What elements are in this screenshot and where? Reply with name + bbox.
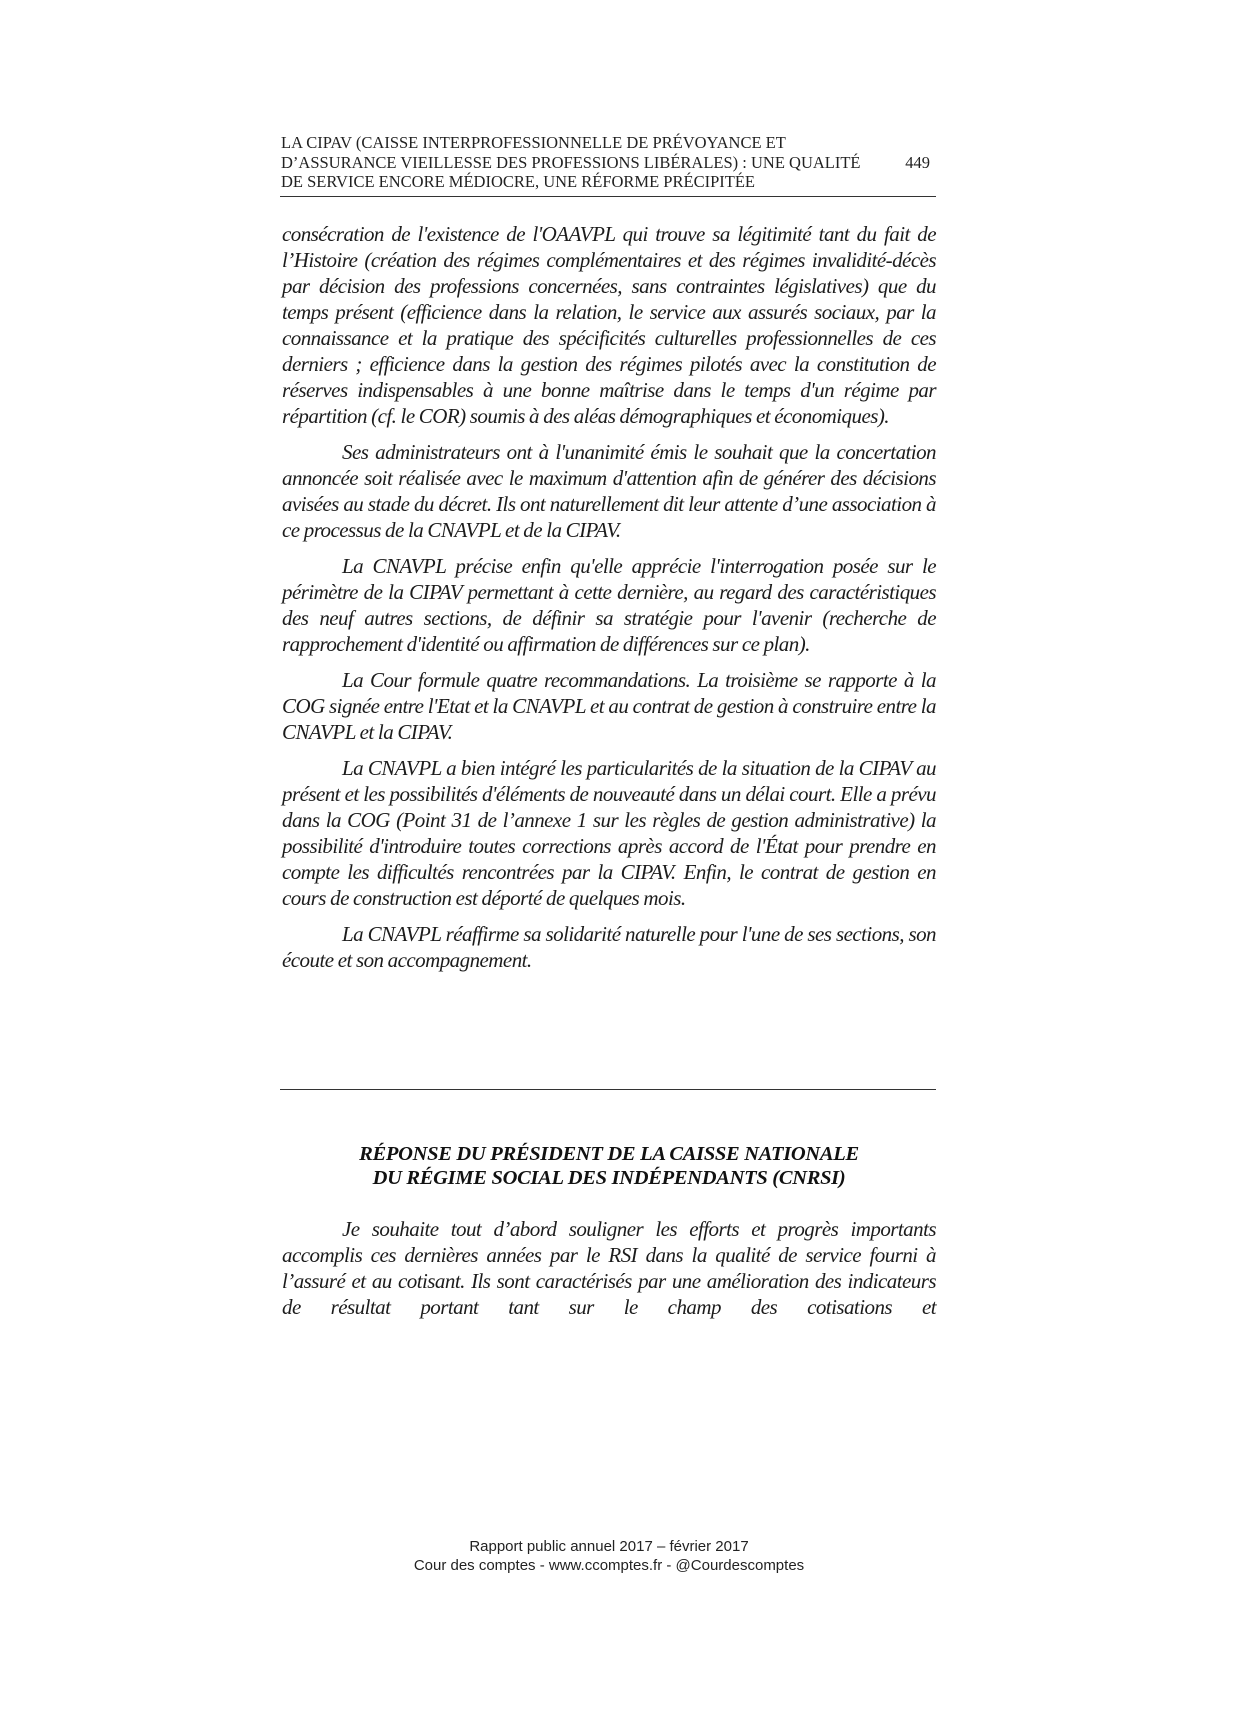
page-footer: [282, 1537, 936, 1575]
section-cnrsi-response: [282, 1216, 936, 1320]
section-heading-line: DU RÉGIME SOCIAL DES INDÉPENDANTS (CNRSI): [372, 1167, 846, 1189]
paragraph: consécration de l'existence de l'OAAVPL qui trouve sa légitimité tant du fait de l’Histoire (création des régimes complémentaires et des régimes invalidité-décès par décision des professions concernées, sans contraintes législatives) que du temps présent (efficience dans la relation, le service aux assurés sociaux, par la connaissance et la pratique des spécificités culturelles professionnelles de ces derniers ; efficience dans la gestion des régimes pilotés avec la constitution de réserves indispensables à une bonne maîtrise dans le temps d'un régime par répartition (cf. le COR) soumis à des aléas démographiques et économiques).: [282, 222, 936, 428]
paragraph: La Cour formule quatre recommandations. La troisième se rapporte à la COG signée entre l'Etat et la CNAVPL et au contrat de gestion à construire entre la CNAVPL et la CIPAV.: [282, 668, 936, 744]
header-title-line: LA CIPAV (CAISSE INTERPROFESSIONNELLE DE PRÉVOYANCE ET: [281, 133, 786, 152]
section-heading: [282, 1142, 936, 1190]
paragraph: Ses administrateurs ont à l'unanimité émis le souhait que la concertation annoncée soit réalisée avec le maximum d'attention afin de générer des décisions avisées au stade du décret. Ils ont naturellement dit leur attente d’une association à ce processus de la CNAVPL et de la CIPAV.: [282, 440, 936, 542]
footer-publisher-line: Cour des comptes - www.ccomptes.fr - @Courdescomptes: [413, 1557, 805, 1574]
section-divider: [280, 1089, 936, 1090]
paragraph: La CNAVPL précise enfin qu'elle apprécie l'interrogation posée sur le périmètre de la CIPAV permettant à cette dernière, au regard des caractéristiques des neuf autres sections, de définir sa stratégie pour l'avenir (recherche de rapprochement d'identité ou affirmation de différences sur ce plan).: [282, 554, 936, 656]
section-cnavpl-response: [282, 221, 936, 983]
page-number: 449: [905, 153, 930, 172]
running-header: [281, 133, 936, 192]
header-title-line: DE SERVICE ENCORE MÉDIOCRE, UNE RÉFORME PRÉCIPITÉE: [281, 172, 755, 191]
paragraph: La CNAVPL réaffirme sa solidarité naturelle pour l'une de ses sections, son écoute et son accompagnement.: [282, 922, 936, 972]
header-divider: [280, 196, 936, 197]
section-heading-line: RÉPONSE DU PRÉSIDENT DE LA CAISSE NATIONALE: [359, 1143, 859, 1165]
paragraph: Je souhaite tout d’abord souligner les efforts et progrès importants accomplis ces dernières années par le RSI dans la qualité de service fourni à l’assuré et au cotisant. Ils sont caractérisés par une amélioration des indicateurs de résultat portant tant sur le champ des cotisations et: [282, 1217, 936, 1319]
header-title-line: D’ASSURANCE VIEILLESSE DES PROFESSIONS LIBÉRALES) : UNE QUALITÉ: [281, 152, 861, 172]
running-header-title: [281, 133, 861, 192]
paragraph: La CNAVPL a bien intégré les particularités de la situation de la CIPAV au présent et les possibilités d'éléments de nouveauté dans un délai court. Elle a prévu dans la COG (Point 31 de l’annexe 1 sur les règles de gestion administrative) la possibilité d'introduire toutes corrections après accord de l'État pour prendre en compte les difficultés rencontrées par la CIPAV. Enfin, le contrat de gestion en cours de construction est déporté de quelques mois.: [282, 756, 936, 910]
footer-report-line: Rapport public annuel 2017 – février 2017: [469, 1538, 749, 1555]
